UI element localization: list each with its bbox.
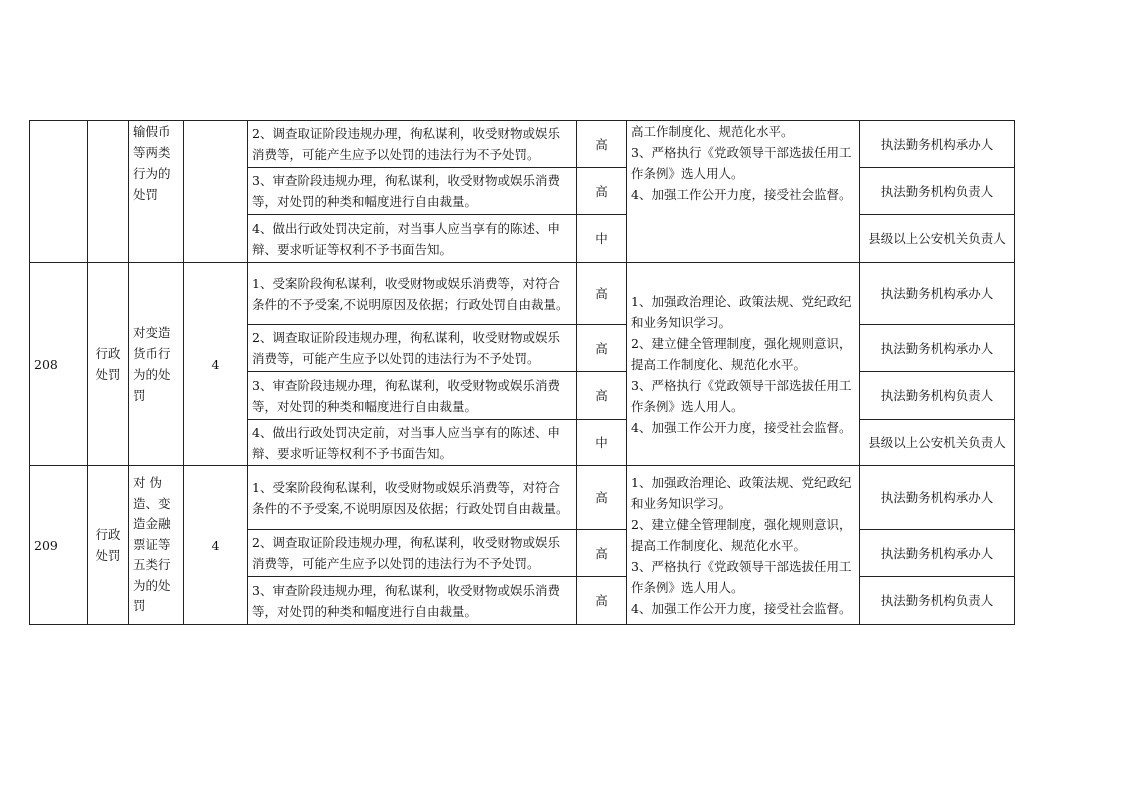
prevention-measures-cell: 高工作制度化、规范化水平。 3、严格执行《党政领导干部选拔任用工作条例》选人用人。 4、加强工作公开力度，接受社会监督。: [627, 121, 860, 263]
risk-level-cell: 高: [577, 325, 627, 372]
responsible-person-cell: 执法勤务机构负责人: [860, 168, 1015, 215]
responsible-person-cell: 执法勤务机构承办人: [860, 263, 1015, 325]
risk-description-cell: 3、审查阶段违规办理，徇私谋利，收受财物或娱乐消费等，对处罚的种类和幅度进行自由裁量。: [248, 168, 577, 215]
responsible-person-cell: 执法勤务机构承办人: [860, 466, 1015, 530]
table-row: [30, 263, 1015, 325]
risk-description-cell: 4、做出行政处罚决定前，对当事人应当享有的陈述、申辩、要求听证等权利不予书面告知。: [248, 215, 577, 263]
responsible-person-cell: 执法勤务机构承办人: [860, 530, 1015, 577]
item-type-cell: 行政 处罚: [88, 263, 129, 466]
item-number-cell: 209: [30, 466, 88, 625]
risk-level-cell: 高: [577, 263, 627, 325]
risk-description-cell: 2、调查取证阶段违规办理，徇私谋利，收受财物或娱乐消费等，可能产生应予以处罚的违法行为不予处罚。: [248, 121, 577, 168]
risk-count-cell: [184, 121, 248, 263]
risk-table: [29, 120, 1015, 625]
responsible-person-cell: 执法勤务机构负责人: [860, 372, 1015, 420]
risk-description-cell: 4、做出行政处罚决定前，对当事人应当享有的陈述、申辩、要求听证等权利不予书面告知。: [248, 420, 577, 466]
risk-level-cell: 高: [577, 121, 627, 168]
risk-count-cell: 4: [184, 466, 248, 625]
prevention-measures-cell: 1、加强政治理论、政策法规、党纪政纪和业务知识学习。 2、建立健全管理制度，强化规则意识，提高工作制度化、规范化水平。 3、严格执行《党政领导干部选拔任用工作条例》选人用人。 4、加强工作公开力度，接受社会监督。: [627, 466, 860, 625]
responsible-person-cell: 执法勤务机构负责人: [860, 577, 1015, 625]
table-row: [30, 121, 1015, 168]
item-name-cell: 对 伪 造、变 造金融 票证等 五类行 为的处 罚: [129, 466, 184, 625]
risk-description-cell: 1、受案阶段徇私谋利，收受财物或娱乐消费等，对符合条件的不予受案,不说明原因及依据；行政处罚自由裁量。: [248, 263, 577, 325]
responsible-person-cell: 执法勤务机构承办人: [860, 121, 1015, 168]
risk-level-cell: 高: [577, 168, 627, 215]
risk-level-cell: 中: [577, 420, 627, 466]
responsible-person-cell: 县级以上公安机关负责人: [860, 215, 1015, 263]
risk-level-cell: 高: [577, 372, 627, 420]
table-row: [30, 466, 1015, 530]
risk-level-cell: 高: [577, 530, 627, 577]
risk-level-cell: 中: [577, 215, 627, 263]
risk-description-cell: 1、受案阶段徇私谋利，收受财物或娱乐消费等，对符合条件的不予受案,不说明原因及依据；行政处罚自由裁量。: [248, 466, 577, 530]
risk-description-cell: 3、审查阶段违规办理，徇私谋利，收受财物或娱乐消费等，对处罚的种类和幅度进行自由裁量。: [248, 372, 577, 420]
risk-level-cell: 高: [577, 577, 627, 625]
item-number-cell: 208: [30, 263, 88, 466]
risk-description-cell: 2、调查取证阶段违规办理，徇私谋利，收受财物或娱乐消费等，可能产生应予以处罚的违法行为不予处罚。: [248, 530, 577, 577]
item-type-cell: [88, 121, 129, 263]
item-name-cell: 对变造 货币行 为的处 罚: [129, 263, 184, 466]
responsible-person-cell: 执法勤务机构承办人: [860, 325, 1015, 372]
item-name-cell: 输假币 等两类 行为的 处罚: [129, 121, 184, 263]
item-number-cell: [30, 121, 88, 263]
responsible-person-cell: 县级以上公安机关负责人: [860, 420, 1015, 466]
risk-count-cell: 4: [184, 263, 248, 466]
risk-description-cell: 2、调查取证阶段违规办理，徇私谋利，收受财物或娱乐消费等，可能产生应予以处罚的违法行为不予处罚。: [248, 325, 577, 372]
item-type-cell: 行政 处罚: [88, 466, 129, 625]
risk-description-cell: 3、审查阶段违规办理，徇私谋利，收受财物或娱乐消费等，对处罚的种类和幅度进行自由裁量。: [248, 577, 577, 625]
prevention-measures-cell: 1、加强政治理论、政策法规、党纪政纪和业务知识学习。 2、建立健全管理制度，强化规则意识，提高工作制度化、规范化水平。 3、严格执行《党政领导干部选拔任用工作条例》选人用人。 4、加强工作公开力度，接受社会监督。: [627, 263, 860, 466]
risk-level-cell: 高: [577, 466, 627, 530]
